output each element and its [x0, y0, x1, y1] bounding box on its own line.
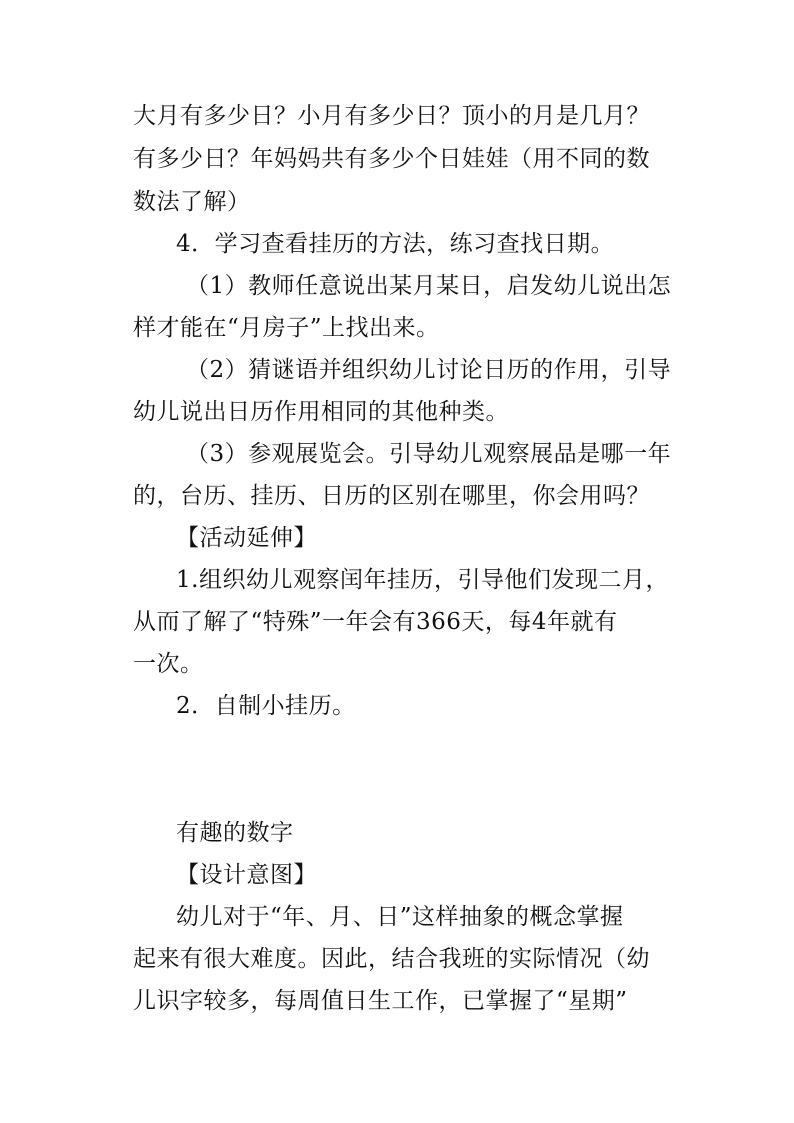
text-line: 的，台历、挂历、日历的区别在哪里，你会用吗？	[133, 483, 650, 509]
text-line: （2）猜谜语并组织幼儿讨论日历的作用，引导	[186, 357, 672, 383]
text-line: 1.组织幼儿观察闰年挂历，引导他们发现二月，	[176, 567, 669, 593]
text-line: 样才能在“月房子”上找出来。	[133, 315, 440, 341]
text-line: 幼儿说出日历作用相同的其他种类。	[133, 399, 509, 425]
text-line: 2．自制小挂历。	[176, 693, 356, 719]
text-line: 有多少日？年妈妈共有多少个日娃娃（用不同的数	[133, 146, 650, 172]
article-title: 有趣的数字	[176, 820, 294, 846]
text-line: 数法了解）	[133, 189, 251, 215]
text-line: 一次。	[133, 651, 204, 677]
text-line: 大月有多少日？小月有多少日？顶小的月是几月？	[133, 103, 650, 129]
text-line: 起来有很大难度。因此，结合我班的实际情况（幼	[133, 946, 650, 972]
text-line: （3）参观展览会。引导幼儿观察展品是哪一年	[186, 441, 672, 467]
text-line: （1）教师任意说出某月某日，启发幼儿说出怎	[186, 273, 672, 299]
text-line: 幼儿对于“年、月、日”这样抽象的概念掌握	[176, 904, 624, 930]
text-line: 4．学习查看挂历的方法，练习查找日期。	[176, 231, 615, 257]
section-heading: 【设计意图】	[176, 862, 317, 888]
section-heading: 【活动延伸】	[176, 525, 317, 551]
text-line: 从而了解了“特殊”一年会有366天，每4年就有	[133, 609, 618, 635]
text-line: 儿识字较多，每周值日生工作，已掌握了“星期”	[133, 988, 628, 1014]
